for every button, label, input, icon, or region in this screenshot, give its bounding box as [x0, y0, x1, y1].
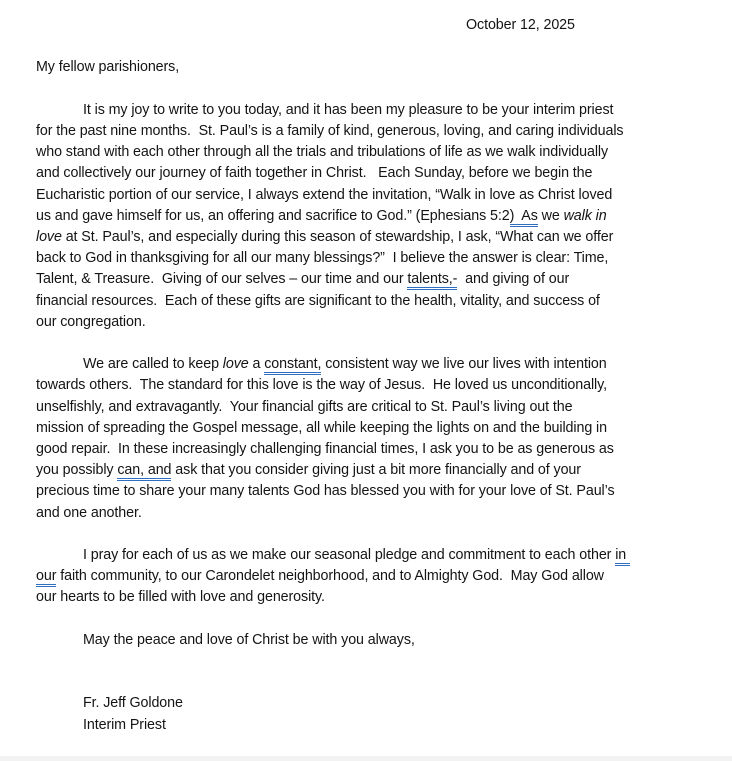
text-segment: us and gave himself for us, an offering and sacrifice to God.” (Ephesians 5:2 — [36, 207, 510, 224]
text-line — [36, 566, 706, 587]
closing-line: May the peace and love of Christ be with you always, — [83, 631, 415, 648]
text-segment: Eucharistic portion of our service, I always extend the invitation, “Walk in love as Christ loved — [36, 186, 613, 203]
text-line — [36, 206, 706, 227]
signature-title: Interim Priest — [83, 716, 166, 733]
page-bottom-edge — [0, 756, 732, 761]
text-segment: unselfishly, and extravagantly. Your financial gifts are critical to St. Paul’s living out the — [36, 398, 573, 415]
text-line — [36, 460, 706, 481]
text-segment: we — [537, 207, 564, 224]
text-line — [36, 418, 706, 439]
text-line — [36, 185, 706, 206]
letter-body — [36, 100, 706, 609]
text-segment: mission of spreading the Gospel message, all while keeping the lights on and the building in — [36, 419, 607, 436]
text-segment: precious time to share your many talents God has blessed you with for your love of St. Paul’s — [36, 483, 615, 500]
text-line — [36, 397, 706, 418]
grammar-underlined-text[interactable]: can, and — [117, 462, 171, 481]
text-segment: for the past nine months. St. Paul’s is a family of kind, generous, loving, and caring individuals — [36, 122, 624, 139]
text-segment: We are called to keep — [83, 356, 223, 373]
text-segment: consistent way we live our lives with intention — [321, 356, 607, 373]
grammar-underlined-text[interactable]: in — [615, 547, 630, 566]
letter-date: October 12, 2025 — [466, 17, 575, 33]
text-segment: Talent, & Treasure. Giving of our selves – our time and our — [36, 271, 408, 288]
text-line — [36, 354, 706, 375]
text-line — [36, 100, 706, 121]
text-line — [36, 439, 706, 460]
text-line — [36, 248, 706, 269]
text-segment: our hearts to be filled with love and generosity. — [36, 589, 325, 606]
text-segment: you possibly — [36, 462, 118, 479]
text-line — [36, 163, 706, 184]
text-line — [36, 503, 706, 524]
text-segment: ask that you consider giving just a bit more financially and of your — [171, 462, 581, 479]
paragraph — [36, 545, 706, 609]
text-segment: our congregation. — [36, 313, 146, 330]
text-segment: faith community, to our Carondelet neighborhood, and to Almighty God. May God allow — [56, 568, 604, 585]
italic-text: love — [222, 356, 249, 373]
text-line — [36, 545, 706, 566]
text-line — [36, 227, 706, 248]
text-segment: who stand with each other through all the trials and tribulations of life as we walk individually — [36, 144, 609, 161]
salutation: My fellow parishioners, — [36, 59, 180, 76]
text-segment: and one another. — [36, 504, 142, 521]
italic-text: love — [36, 229, 62, 245]
text-segment: at St. Paul’s, and especially during this season of stewardship, I ask, “What can we offer — [61, 229, 614, 245]
text-segment: good repair. In these increasingly challenging financial times, I ask you to be as generous as — [36, 441, 614, 458]
grammar-underlined-text[interactable]: constant, — [264, 356, 321, 375]
paragraph — [36, 100, 706, 333]
text-segment: and giving of our — [457, 271, 570, 288]
text-line — [36, 269, 706, 290]
text-segment: It is my joy to write to you today, and it has been my pleasure to be your interim priest — [83, 101, 614, 118]
text-line — [36, 121, 706, 142]
text-segment: back to God in thanksgiving for all our many blessings?” I believe the answer is clear: Time, — [36, 250, 609, 267]
paragraph — [36, 354, 706, 524]
text-line — [36, 481, 706, 502]
text-line — [36, 312, 706, 333]
text-line — [36, 291, 706, 312]
text-segment: I pray for each of us as we make our seasonal pledge and commitment to each other — [83, 547, 616, 564]
signature-block — [36, 693, 706, 735]
grammar-underlined-text[interactable]: talents,- — [407, 271, 457, 290]
text-line — [36, 587, 706, 608]
text-line — [36, 375, 706, 396]
grammar-underlined-text[interactable]: our — [36, 568, 56, 587]
italic-text: walk in — [563, 207, 607, 224]
grammar-underlined-text[interactable]: ) As — [510, 208, 538, 227]
text-segment: financial resources. Each of these gifts are significant to the health, vitality, and success of — [36, 292, 600, 309]
text-segment: a — [248, 356, 265, 373]
signature-name: Fr. Jeff Goldone — [83, 695, 183, 712]
text-segment: and collectively our journey of faith together in Christ. Each Sunday, before we begin the — [36, 165, 593, 182]
text-segment: towards others. The standard for this love is the way of Jesus. He loved us unconditionally, — [36, 377, 607, 394]
text-line — [36, 142, 706, 163]
